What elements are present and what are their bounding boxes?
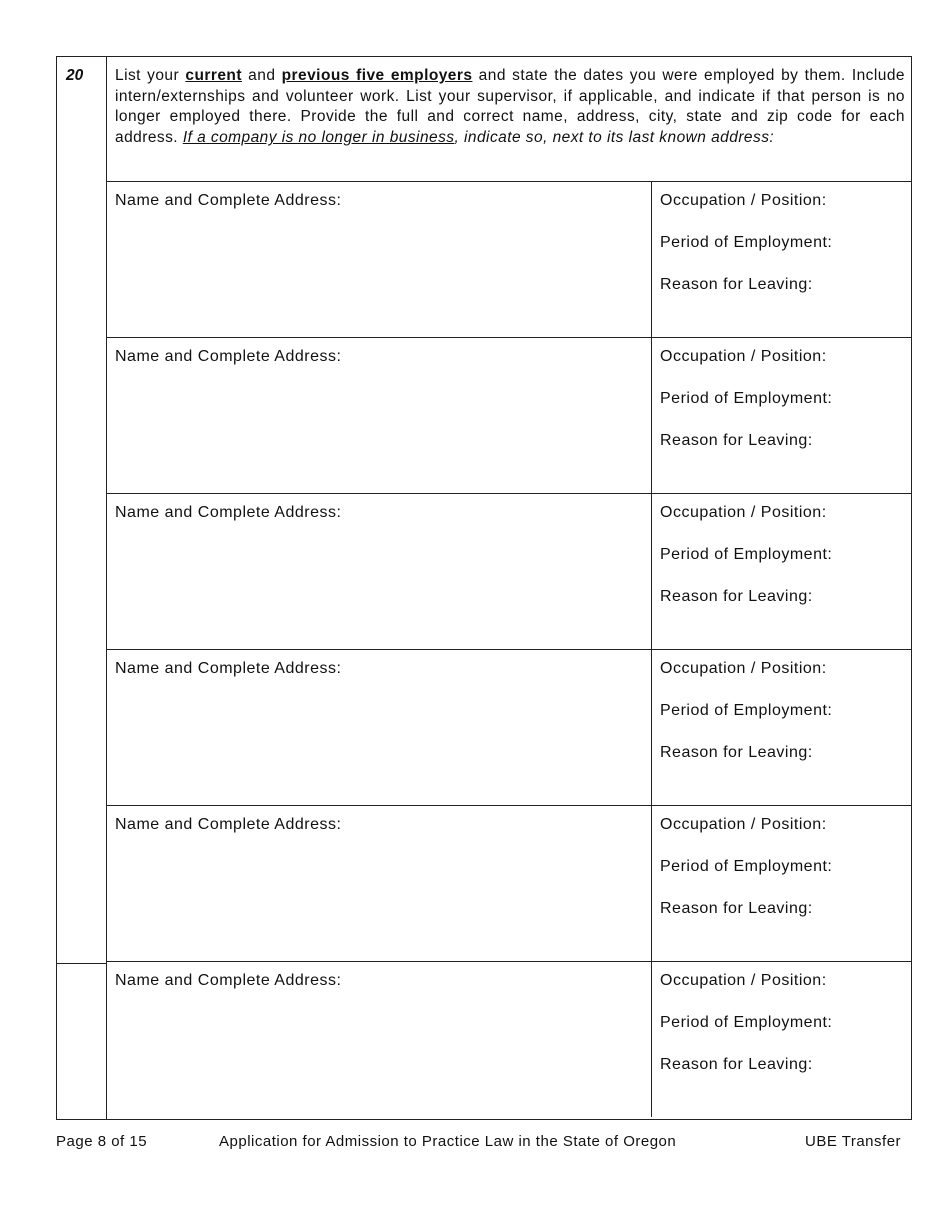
employer-entry [107,181,912,337]
name-address-label: Name and Complete Address: [115,660,342,677]
reason-label: Reason for Leaving: [660,1056,813,1073]
period-label: Period of Employment: [660,858,833,875]
name-address-label: Name and Complete Address: [115,972,342,989]
reason-label: Reason for Leaving: [660,432,813,449]
employer-entries [107,181,912,1117]
name-address-label: Name and Complete Address: [115,192,342,209]
reason-label: Reason for Leaving: [660,276,813,293]
reason-label: Reason for Leaving: [660,900,813,917]
occupation-label: Occupation / Position: [660,504,827,521]
name-address-label: Name and Complete Address: [115,504,342,521]
period-label: Period of Employment: [660,234,833,251]
instructions-text-2: and [241,67,282,84]
question-number-column-continuation [57,963,107,1120]
footer-document-title: Application for Admission to Practice Law in the State of Oregon [219,1133,677,1150]
occupation-label: Occupation / Position: [660,972,827,989]
occupation-label: Occupation / Position: [660,816,827,833]
reason-label: Reason for Leaving: [660,744,813,761]
instructions-emphasis-previous: previous five employers [281,67,473,84]
occupation-label: Occupation / Position: [660,192,827,209]
question-number: 20 [66,67,84,84]
name-address-label: Name and Complete Address: [115,816,342,833]
question-number-column [57,57,107,963]
period-label: Period of Employment: [660,1014,833,1031]
period-label: Period of Employment: [660,702,833,719]
footer-form-type: UBE Transfer [805,1133,902,1150]
footer-page-number: Page 8 of 15 [56,1133,148,1150]
occupation-label: Occupation / Position: [660,348,827,365]
period-label: Period of Employment: [660,546,833,563]
instructions-emphasis-business: If a company is no longer in business [182,129,455,147]
instructions-text-4: , indicate so, next to its last known address: [454,129,775,147]
question-instructions [115,66,905,149]
instructions-text-3: and state the dates you were employed by them. Include intern/externships and volunteer work. List your supervisor, if applicable, and indicate if that person is no longer employed there. Provide the full and correct name, address, city, state and zip code for each address. [115,67,905,147]
occupation-label: Occupation / Position: [660,660,827,677]
reason-label: Reason for Leaving: [660,588,813,605]
instructions-emphasis-current: current [185,67,242,84]
employer-entry [107,337,912,493]
instructions-text-1: List your [115,67,186,84]
period-label: Period of Employment: [660,390,833,407]
employer-entry [107,493,912,649]
employer-entry [107,649,912,805]
employer-entry [107,805,912,961]
name-address-label: Name and Complete Address: [115,348,342,365]
employer-entry [107,961,912,1117]
employment-history-table [56,56,912,1120]
